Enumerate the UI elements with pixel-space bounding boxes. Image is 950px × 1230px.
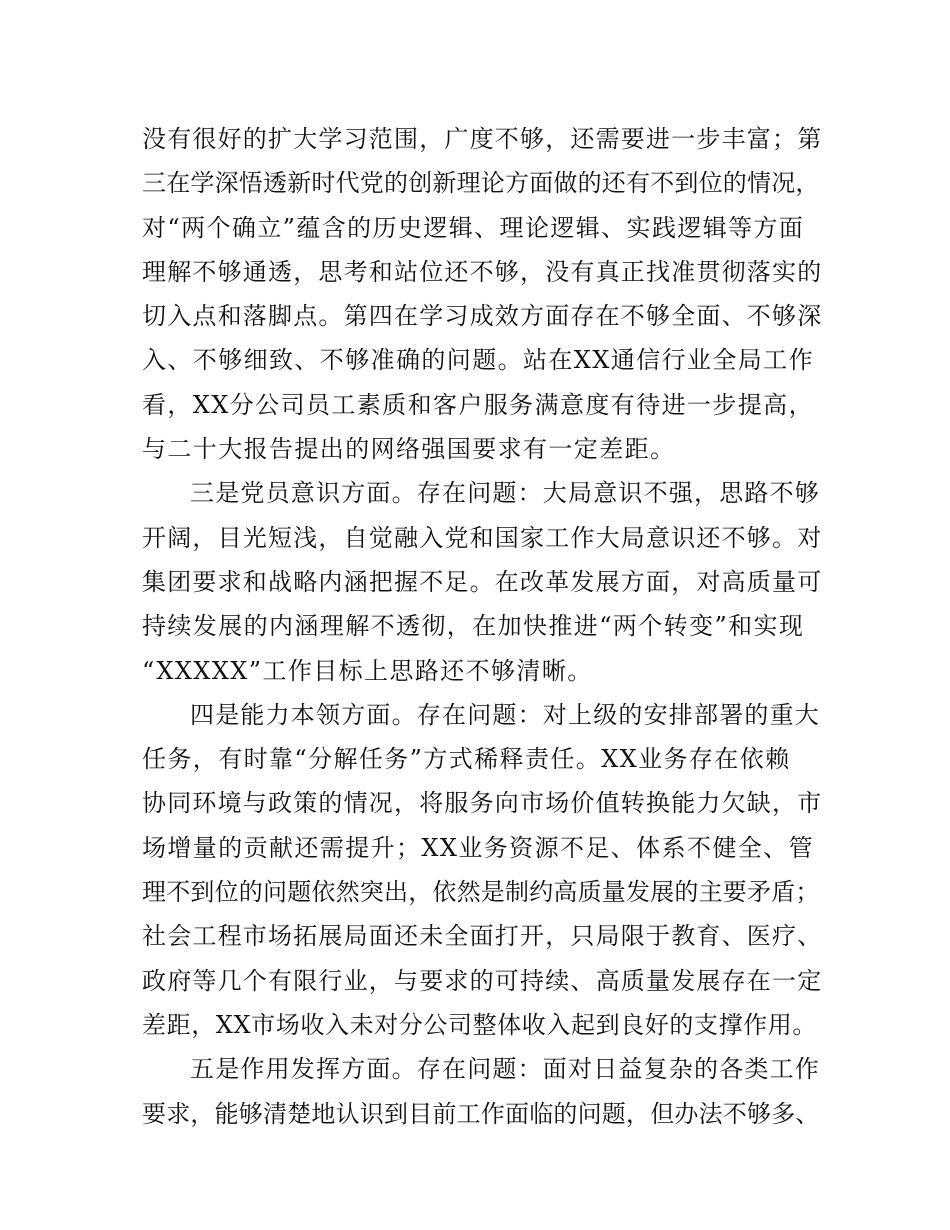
paragraph-start-line: 四是能力本领方面。存在问题：对上级的安排部署的重大 xyxy=(190,700,820,729)
text-line: 任务，有时靠“分解任务”方式稀释责任。XX业务存在依赖 xyxy=(142,745,791,774)
text-line: 要求，能够清楚地认识到目前工作面临的问题，但办法不够多、 xyxy=(142,1099,820,1128)
text-line: “XXXXX”工作目标上思路还不够清晰。 xyxy=(142,656,593,685)
text-line: 没有很好的扩大学习范围，广度不够，还需要进一步丰富；第 xyxy=(142,125,823,153)
text-line: 切入点和落脚点。第四在学习成效方面存在不够全面、不够深 xyxy=(142,302,823,331)
text-line: 差距，XX市场收入未对分公司整体收入起到良好的支撑作用。 xyxy=(142,1010,817,1039)
text-line: 场增量的贡献还需提升；XX业务资源不足、体系不健全、管 xyxy=(142,833,814,862)
text-line: 社会工程市场拓展局面还未全面打开，只局限于教育、医疗、 xyxy=(142,922,823,951)
text-line: 持续发展的内涵理解不透彻，在加快推进“两个转变”和实现 xyxy=(142,612,805,641)
text-line: 集团要求和战略内涵把握不足。在改革发展方面，对高质量可 xyxy=(142,567,823,596)
text-line: 开阔，目光短浅，自觉融入党和国家工作大局意识还不够。对 xyxy=(142,523,823,552)
text-line: 理解不够通透，思考和站位还不够，没有真正找准贯彻落实的 xyxy=(142,257,823,286)
text-line: 与二十大报告提出的网络强国要求有一定差距。 xyxy=(142,435,676,464)
text-line: 对“两个确立”蕴含的历史逻辑、理论逻辑、实践逻辑等方面 xyxy=(142,213,805,242)
text-line: 协同环境与政策的情况，将服务向市场价值转换能力欠缺，市 xyxy=(142,789,823,818)
text-line: 理不到位的问题依然突出，依然是制约高质量发展的主要矛盾； xyxy=(142,878,820,907)
text-line: 政府等几个有限行业，与要求的可持续、高质量发展存在一定 xyxy=(142,966,823,995)
text-line: 三在学深悟透新时代党的创新理论方面做的还有不到位的情况， xyxy=(142,169,820,198)
paragraph-start-line: 三是党员意识方面。存在问题：大局意识不强，思路不够 xyxy=(190,479,820,508)
paragraph-start-line: 五是作用发挥方面。存在问题：面对日益复杂的各类工作 xyxy=(190,1055,820,1084)
text-line: 看，XX分公司员工素质和客户服务满意度有待进一步提高， xyxy=(142,390,814,419)
document-body xyxy=(142,117,822,1136)
text-line: 入、不够细致、不够准确的问题。站在XX通信行业全局工作 xyxy=(142,346,814,375)
